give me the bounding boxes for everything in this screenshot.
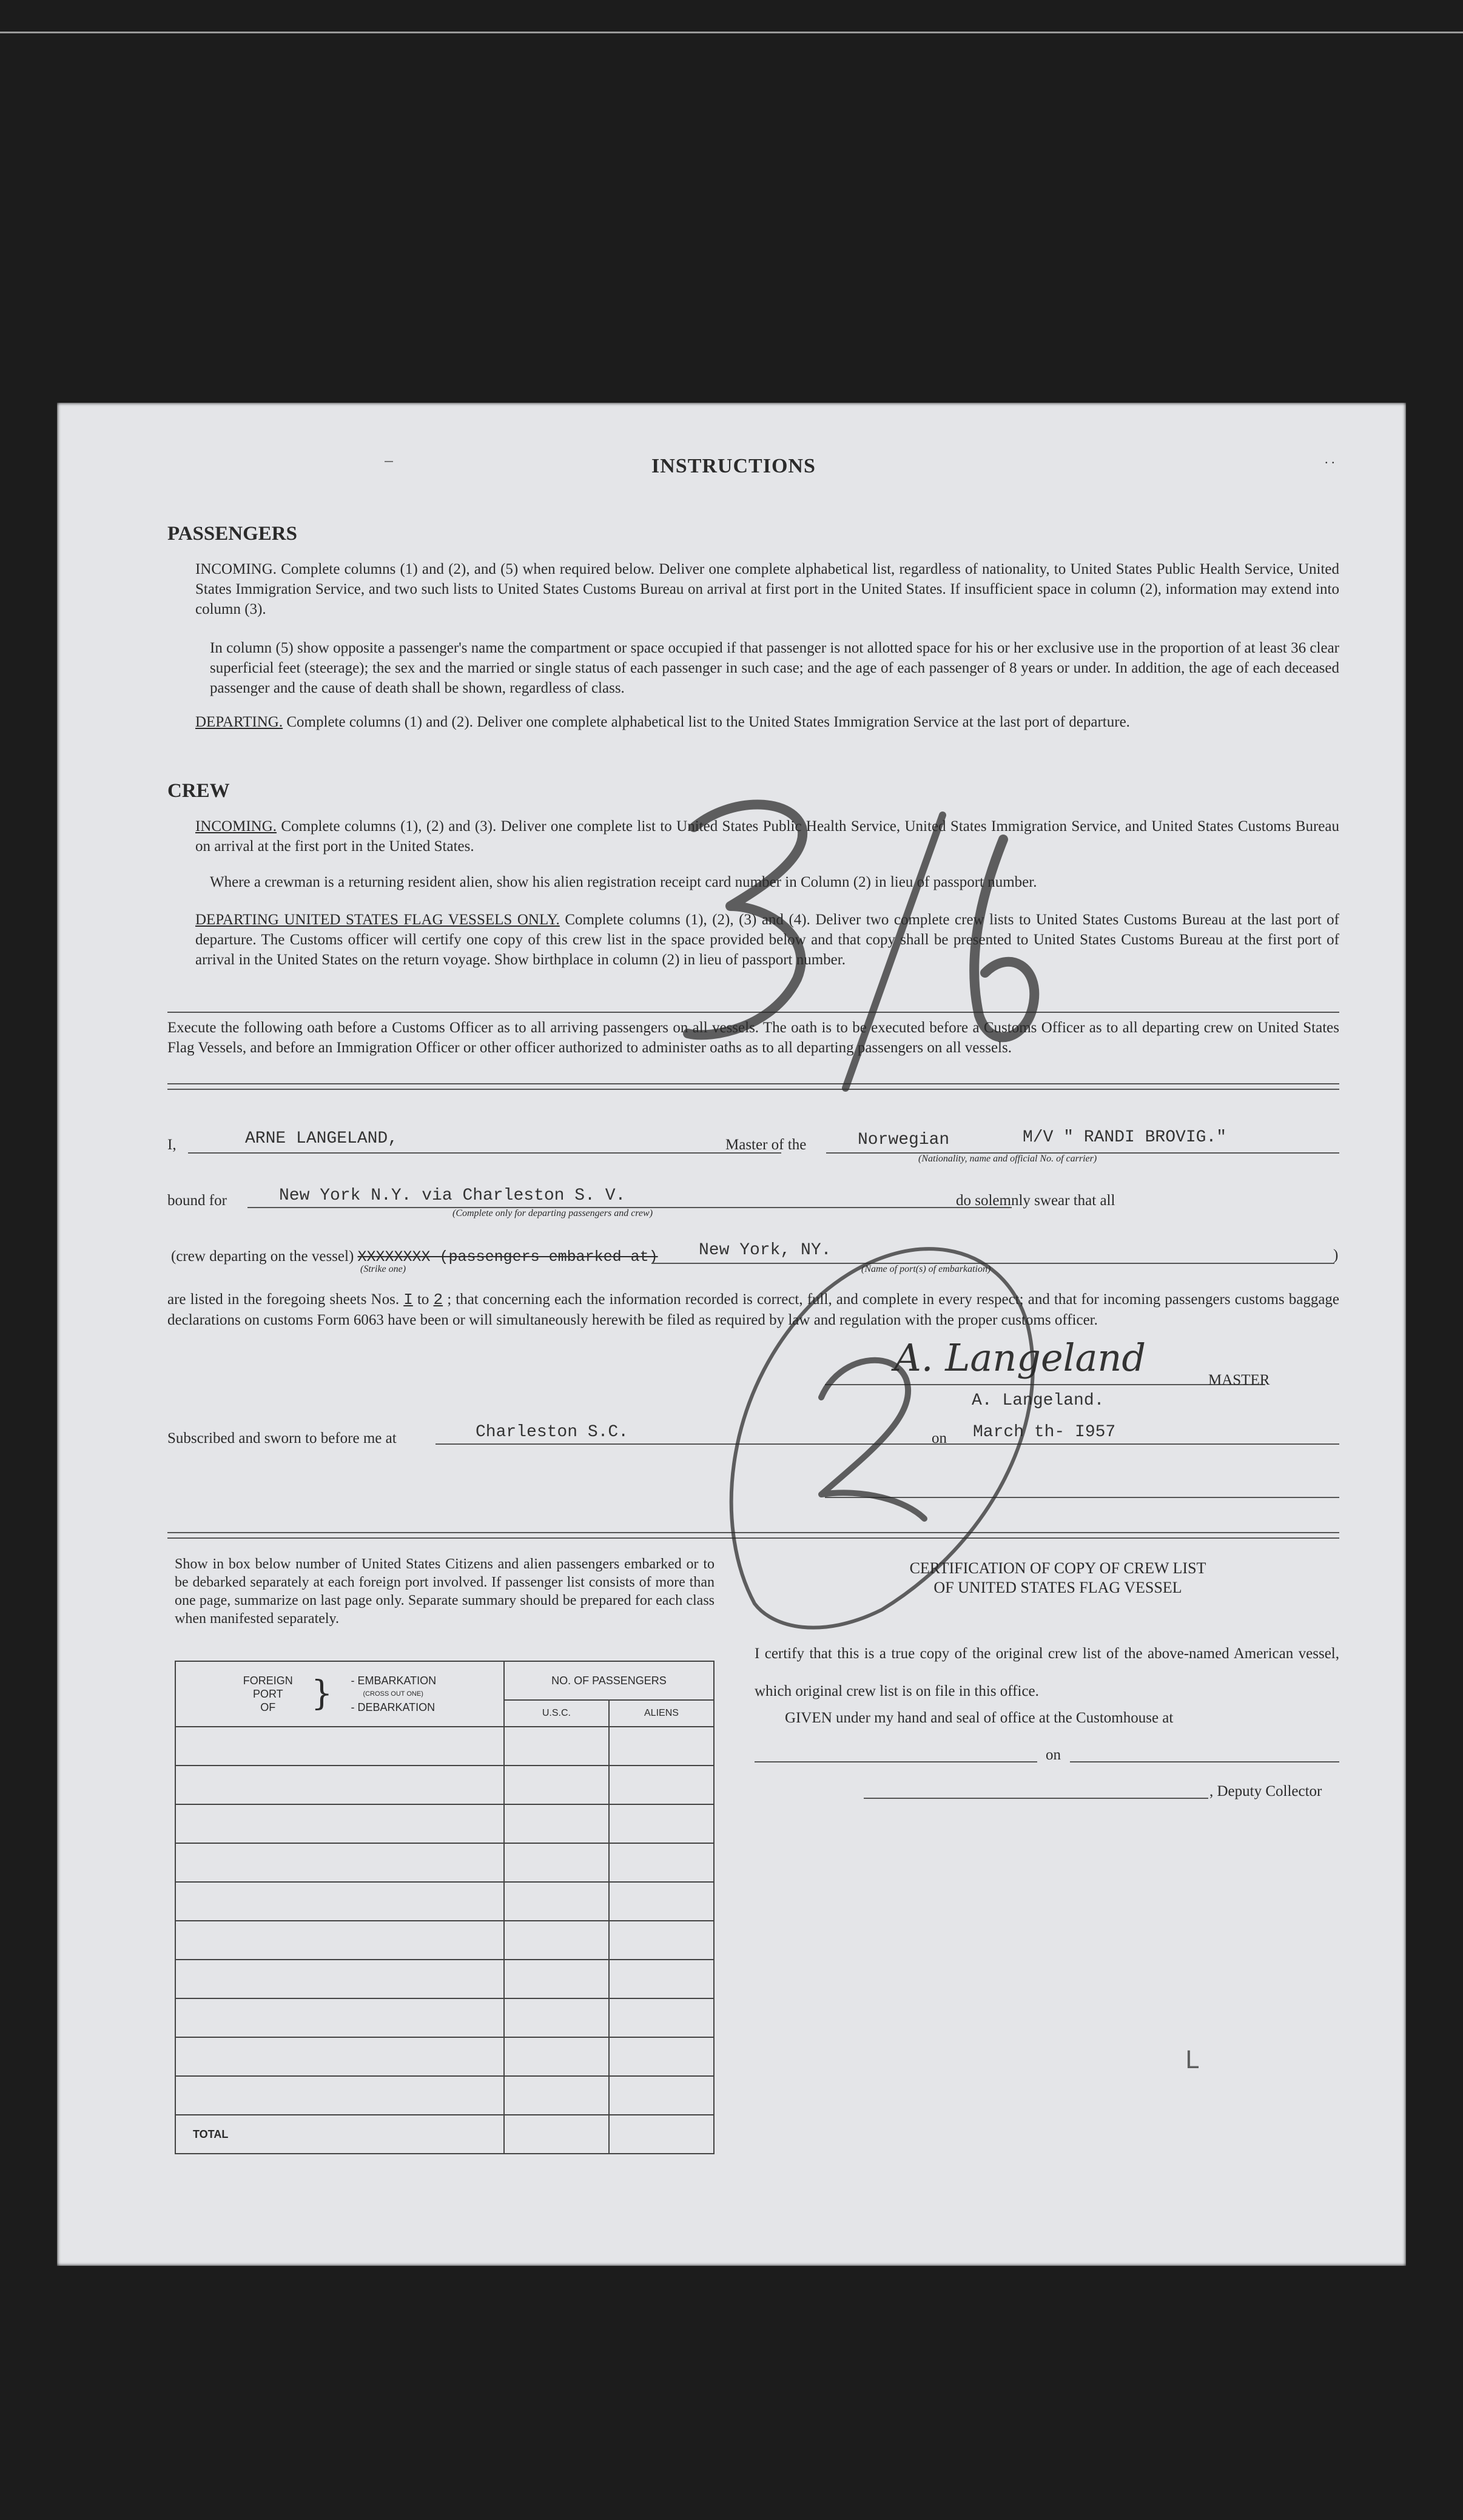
summary-instructions: Show in box below number of United States Citizens and alien passengers embarked or to be debarked separately at each foreign port involved. If passenger list consists of more than one page, summarize on last page only. Separate summary should be prepared for each class when manifested separately. xyxy=(175,1556,715,1627)
deputy-collector-label: , Deputy Collector xyxy=(1209,1783,1322,1799)
sheets-text-2: ; that concerning each the information recorded is correct, full, and complete in every respect; and that for incoming passengers customs baggage declarations on customs Form 6063 have been or will simultaneously herewith be filed as required by law and regulation with the proper customs officer. xyxy=(167,1291,1340,1328)
aliens-header: ALIENS xyxy=(609,1700,714,1727)
master-label: MASTER xyxy=(1208,1372,1270,1388)
crew-departing-label: DEPARTING UNITED STATES FLAG VESSELS ONLY. xyxy=(195,912,560,928)
crew-incoming-label: INCOMING. xyxy=(195,818,277,835)
crew-returning-text: Where a crewman is a returning resident alien, show his alien registration receipt card number in Column (2) in lieu of passport number. xyxy=(210,874,1037,890)
signed-name: A. Langeland. xyxy=(972,1391,1105,1410)
sheet-to: 2 xyxy=(433,1291,443,1309)
port-label: PORT xyxy=(252,1688,283,1700)
subscribed-label: Subscribed and sworn to before me at xyxy=(167,1430,397,1446)
port-caption: (Name of port(s) of embarkation) xyxy=(861,1264,991,1274)
signature: A. Langeland xyxy=(894,1336,1146,1380)
foreign-label: FOREIGN xyxy=(243,1675,293,1687)
certification-heading-2: OF UNITED STATES FLAG VESSEL xyxy=(933,1579,1182,1596)
crew-incoming-text: Complete columns (1), (2) and (3). Deliver one complete list to United States Public Health Service, United States Immigration Service, and United States Customs Bureau on arrival at the first port in the United States. xyxy=(195,818,1339,855)
passengers-departing-label: DEPARTING. xyxy=(195,714,283,730)
passengers-column5-text: In column (5) show opposite a passenger's name the compartment or space occupied if that passenger is not allotted space for his or her exclusive use in the proportion of at least 36 clear superficial feet (steerage); the sex and the married or single status of each passenger in such case; and the age of each passenger of 8 years or under. In addition, the age of each deceased passenger and the cause of death shall be shown, regardless of class. xyxy=(210,640,1339,696)
bound-for-destination: New York N.Y. via Charleston S. V. xyxy=(279,1186,626,1205)
bound-for-caption: (Complete only for departing passengers and crew) xyxy=(452,1208,653,1218)
port-of-embarkation: New York, NY. xyxy=(699,1241,832,1260)
strike-one-caption: (Strike one) xyxy=(360,1264,406,1274)
bound-for-label: bound for xyxy=(167,1192,227,1209)
debarkation-label: - DEBARKATION xyxy=(351,1701,436,1713)
oath-i-label: I, xyxy=(167,1137,177,1153)
master-of-label: Master of the xyxy=(725,1137,807,1153)
no-passengers-header: NO. OF PASSENGERS xyxy=(504,1661,714,1700)
crew-departing-vessel-text: (crew departing on the vessel) xyxy=(171,1248,354,1265)
vessel-name: M/V " RANDI BROVIG." xyxy=(1023,1128,1227,1147)
crew-heading: CREW xyxy=(167,780,230,802)
struck-text: XXXXXXXX (passengers embarked at) xyxy=(357,1248,658,1266)
passengers-incoming-text: Complete columns (1) and (2), and (5) when required below. Deliver one complete alphabetical list, regardless of nationality, to United States Public Health Service, United States Immigration Service, and two such lists to United States Customs Bureau on arrival at first port in the United States. If insufficient space in column (2), information may extend into column (3). xyxy=(195,561,1339,617)
on-label: on xyxy=(932,1430,947,1446)
certification-given: GIVEN under my hand and seal of office at the Customhouse at xyxy=(785,1710,1174,1726)
total-label: TOTAL xyxy=(175,2115,504,2154)
document-page xyxy=(57,403,1406,2266)
given-on-label: on xyxy=(1046,1747,1061,1763)
passengers-heading: PASSENGERS xyxy=(167,523,297,545)
passengers-incoming-label: INCOMING. xyxy=(195,561,277,577)
sheet-from: I xyxy=(403,1291,413,1309)
sworn-date: March th- I957 xyxy=(973,1423,1116,1442)
subscribed-place: Charleston S.C. xyxy=(476,1423,629,1442)
solemnly-swear-label: do solemnly swear that all xyxy=(956,1192,1115,1209)
brace-glyph: } xyxy=(311,1674,333,1713)
vessel-nationality: Norwegian xyxy=(858,1131,950,1149)
sheets-text-1: are listed in the foregoing sheets Nos. xyxy=(167,1291,400,1308)
vessel-caption: (Nationality, name and official No. of carrier) xyxy=(918,1154,1097,1164)
page-title: INSTRUCTIONS xyxy=(651,455,816,477)
small-pencil-mark: L xyxy=(1185,2046,1199,2074)
closing-paren: ) xyxy=(1333,1247,1339,1263)
cross-out-one-label: (CROSS OUT ONE) xyxy=(363,1690,423,1698)
usc-header: U.S.C. xyxy=(504,1700,609,1727)
corner-marks: . . xyxy=(1325,451,1335,466)
of-label: OF xyxy=(260,1701,276,1713)
top-border-line xyxy=(0,32,1463,33)
embarkation-label: - EMBARKATION xyxy=(351,1675,437,1687)
master-name: ARNE LANGELAND, xyxy=(245,1129,399,1148)
passengers-departing-text: Complete columns (1) and (2). Deliver one complete alphabetical list to the United States Immigration Service at the last port of departure. xyxy=(286,714,1130,730)
handwritten-annotation xyxy=(57,403,1406,2266)
sheets-to: to xyxy=(417,1291,429,1308)
oath-instruction: Execute the following oath before a Customs Officer as to all arriving passengers on all vessels. The oath is to be executed before a Customs Officer as to all departing crew on United States Flag Vessels, and before an Immigration Officer or other officer authorized to administer oaths as to all departing passengers on all vessels. xyxy=(167,1020,1339,1056)
certification-heading-1: CERTIFICATION OF COPY OF CREW LIST xyxy=(909,1559,1206,1577)
crew-departing-text: Complete columns (1), (2), (3) and (4). Deliver two complete crew lists to United States Customs Bureau at the last port of departure. The Customs officer will certify one copy of this crew list in the space provided below and that copy shall be presented to United States Customs Bureau at the first port of arrival in the United States on the return voyage. Show birthplace in column (2) in lieu of passport number. xyxy=(195,912,1339,968)
certification-text: I certify that this is a true copy of the original crew list of the above-named American vessel, which original crew list is on file in this office. xyxy=(755,1645,1339,1699)
